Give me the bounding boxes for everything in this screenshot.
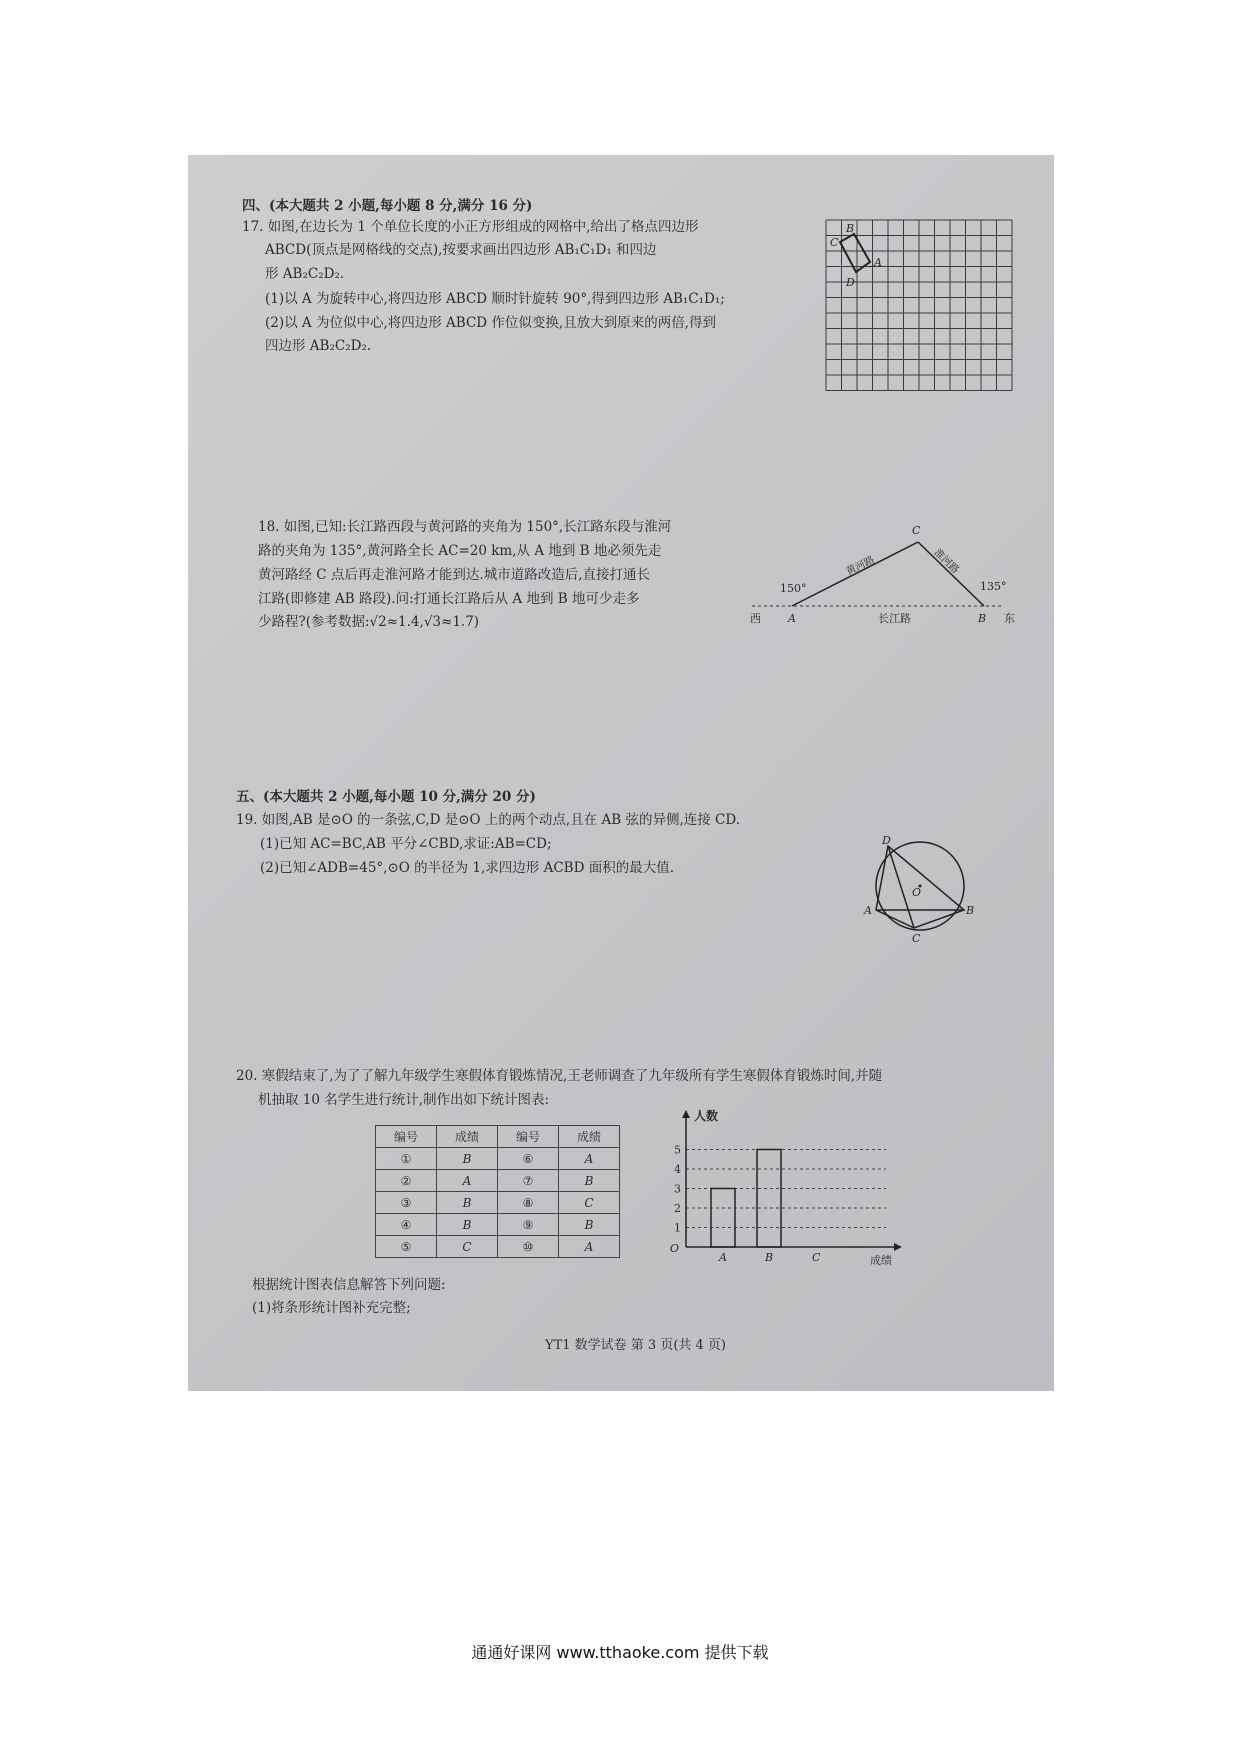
q17-line-4: (1)以 A 为旋转中心,将四边形 ABCD 顺时针旋转 90°,得到四边形 AB₁C₁D₁; <box>265 291 725 307</box>
angle-a-label: 150° <box>780 582 807 595</box>
table-cell: B <box>437 1214 498 1236</box>
y-tick-label: 2 <box>674 1202 681 1215</box>
x-tick-label: B <box>765 1251 774 1264</box>
q19-line-1: 19. 如图,AB 是⊙O 的一条弦,C,D 是⊙O 上的两个动点,且在 AB 弦的异侧,连接 CD. <box>236 812 740 828</box>
grid-label-b: B <box>846 222 855 235</box>
y-tick-label: 3 <box>674 1182 681 1196</box>
section5-heading: 五、(本大题共 2 小题,每小题 10 分,满分 20 分) <box>236 789 536 805</box>
circle-label-b: B <box>966 904 975 917</box>
q18-line-1: 18. 如图,已知:长江路西段与黄河路的夹角为 150°,长江路东段与淮河 <box>258 519 672 535</box>
circle-label-a: A <box>864 904 872 917</box>
q19-line-2: (1)已知 AC=BC,AB 平分∠CBD,求证:AB=CD; <box>260 836 552 852</box>
x-tick-label: C <box>812 1251 821 1264</box>
east-label: 东 <box>1004 612 1015 625</box>
table-cell: B <box>437 1148 498 1170</box>
table-cell: ⑤ <box>376 1236 437 1258</box>
page-footer: YT1 数学试卷 第 3 页(共 4 页) <box>545 1338 727 1353</box>
table-header: 编号 <box>376 1126 437 1148</box>
table-cell: ⑧ <box>498 1192 559 1214</box>
road-cb-label: 淮河路 <box>931 547 961 576</box>
origin-label: O <box>670 1242 680 1255</box>
bar-A <box>711 1189 735 1248</box>
point-c-label: C <box>912 524 921 537</box>
y-tick-label: 1 <box>674 1221 681 1235</box>
x-axis-arrow <box>894 1243 902 1251</box>
y-axis-label: 人数 <box>694 1109 719 1123</box>
table-cell: A <box>559 1236 620 1258</box>
table-header: 成绩 <box>437 1126 498 1148</box>
table-row <box>376 1192 620 1214</box>
table-cell: A <box>559 1148 620 1170</box>
table-row <box>376 1148 620 1170</box>
q18-line-5: 少路程?(参考数据:√2≈1.4,√3≈1.7) <box>258 614 480 630</box>
table-cell: ⑥ <box>498 1148 559 1170</box>
table-cell: B <box>437 1192 498 1214</box>
table-cell: ⑨ <box>498 1214 559 1236</box>
table-cell: A <box>437 1170 498 1192</box>
point-a-label: A <box>788 612 796 625</box>
road-ac-label: 黄河路 <box>844 554 877 578</box>
table-cell: B <box>559 1214 620 1236</box>
q18-line-4: 江路(即修建 AB 路段).问:打通长江路后从 A 地到 B 地可少走多 <box>258 591 640 607</box>
q18-road-figure <box>748 520 1028 640</box>
bar-B <box>757 1150 781 1248</box>
q20-line-1: 20. 寒假结束了,为了了解九年级学生寒假体育锻炼情况,王老师调查了九年级所有学生寒假体育锻炼时间,并随 <box>236 1068 883 1084</box>
table-row <box>376 1170 620 1192</box>
y-tick-label: 4 <box>674 1163 681 1176</box>
table-cell: C <box>437 1236 498 1258</box>
q17-line-1: 17. 如图,在边长为 1 个单位长度的小正方形组成的网格中,给出了格点四边形 <box>242 219 699 235</box>
table-cell: ④ <box>376 1214 437 1236</box>
circle-label-o: O <box>912 886 922 899</box>
section4-heading: 四、(本大题共 2 小题,每小题 8 分,满分 16 分) <box>242 198 533 214</box>
circle-label-d: D <box>882 834 891 847</box>
table-cell: ③ <box>376 1192 437 1214</box>
x-axis-label: 成绩 <box>870 1254 892 1267</box>
table-cell: ② <box>376 1170 437 1192</box>
west-label: 西 <box>750 612 761 625</box>
q17-line-3: 形 AB₂C₂D₂. <box>265 266 345 282</box>
table-header: 成绩 <box>559 1126 620 1148</box>
y-tick-label: 5 <box>674 1143 681 1157</box>
road-cb-line <box>918 542 984 606</box>
grid-label-d: D <box>846 276 855 289</box>
download-footer: 通通好课网 www.tthaoke.com 提供下载 <box>471 1643 769 1662</box>
q19-line-3: (2)已知∠ADB=45°,⊙O 的半径为 1,求四边形 ACBD 面积的最大值. <box>260 860 674 876</box>
q18-line-2: 路的夹角为 135°,黄河路全长 AC=20 km,从 A 地到 B 地必须先走 <box>258 543 662 559</box>
table-cell: C <box>559 1192 620 1214</box>
q20-line-2: 机抽取 10 名学生进行统计,制作出如下统计图表: <box>258 1092 550 1108</box>
grid-label-c: C <box>830 236 839 249</box>
angle-b-label: 135° <box>980 580 1007 593</box>
q19-circle-figure <box>860 830 980 950</box>
x-tick-label: A <box>719 1251 727 1264</box>
y-axis-arrow <box>682 1110 690 1118</box>
table-row <box>376 1214 620 1236</box>
score-table <box>375 1125 620 1258</box>
q17-grid-figure <box>824 216 1024 411</box>
q20-after-line-1: 根据统计图表信息解答下列问题: <box>252 1277 446 1293</box>
table-cell: B <box>559 1170 620 1192</box>
road-ab-label: 长江路 <box>878 612 911 625</box>
q18-line-3: 黄河路经 C 点后再走淮河路才能到达.城市道路改造后,直接打通长 <box>258 567 650 583</box>
table-cell: ⑩ <box>498 1236 559 1258</box>
table-cell: ⑦ <box>498 1170 559 1192</box>
q17-line-2: ABCD(顶点是网格线的交点),按要求画出四边形 AB₁C₁D₁ 和四边 <box>265 242 657 258</box>
table-header: 编号 <box>498 1126 559 1148</box>
table-header-row <box>376 1126 620 1148</box>
table-row <box>376 1236 620 1258</box>
q17-line-6: 四边形 AB₂C₂D₂. <box>265 338 372 354</box>
point-b-label: B <box>978 612 987 625</box>
circle-label-c: C <box>912 932 921 945</box>
q20-after-line-2: (1)将条形统计图补充完整; <box>252 1300 411 1316</box>
grid-label-a: A <box>874 256 882 269</box>
q17-line-5: (2)以 A 为位似中心,将四边形 ABCD 作位似变换,且放大到原来的两倍,得到 <box>265 315 716 331</box>
bar-chart <box>666 1109 906 1267</box>
table-cell: ① <box>376 1148 437 1170</box>
